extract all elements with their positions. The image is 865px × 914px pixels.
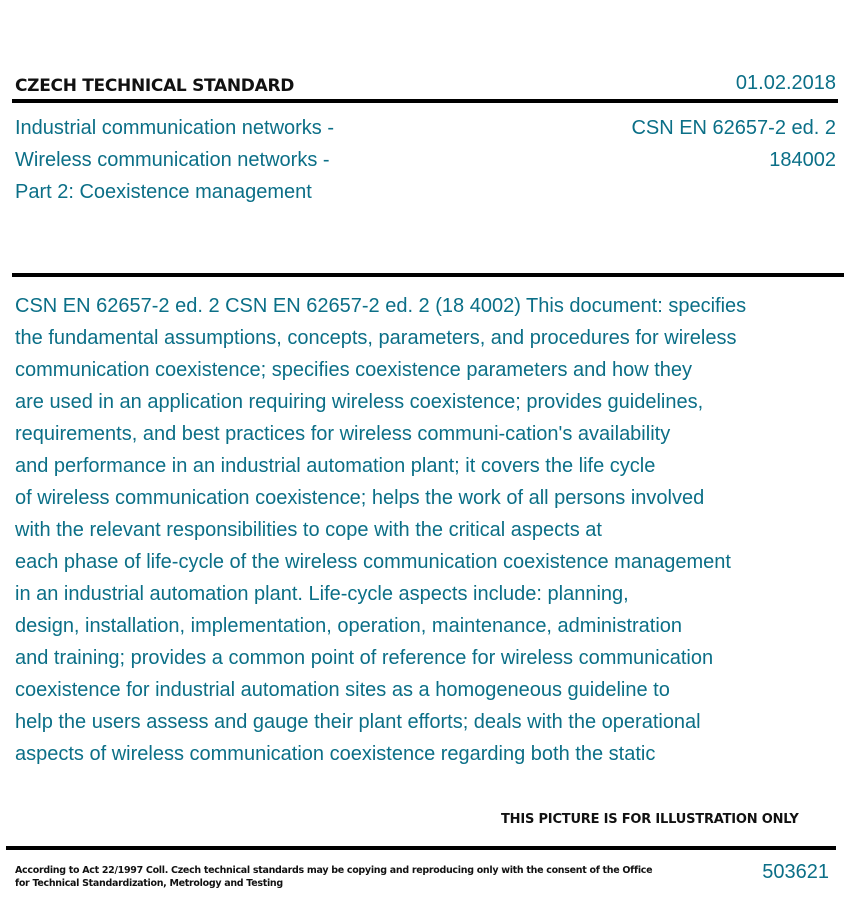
abstract-line: communication coexistence; specifies coexistence parameters and how they xyxy=(15,359,693,381)
abstract-line: CSN EN 62657-2 ed. 2 CSN EN 62657-2 ed. 2 (18 4002) This document: specifies xyxy=(15,295,747,317)
standard-title-line-3: Part 2: Coexistence management xyxy=(15,181,312,203)
abstract-line: are used in an application requiring wireless coexistence; provides guidelines, xyxy=(15,391,704,413)
abstract-line: with the relevant responsibilities to cope with the critical aspects at xyxy=(15,519,602,541)
abstract-line: in an industrial automation plant. Life-cycle aspects include: planning, xyxy=(15,583,629,605)
abstract-line: design, installation, implementation, operation, maintenance, administration xyxy=(15,615,683,637)
standard-title-line-1: Industrial communication networks - xyxy=(15,117,335,139)
header-divider xyxy=(12,99,838,103)
abstract-line: coexistence for industrial automation sites as a homogeneous guideline to xyxy=(15,679,670,701)
standard-code: CSN EN 62657-2 ed. 2 xyxy=(631,117,836,139)
illustration-notice: THIS PICTURE IS FOR ILLUSTRATION ONLY xyxy=(501,812,799,827)
footer-divider xyxy=(6,846,836,850)
abstract-text xyxy=(15,290,835,770)
legal-notice xyxy=(15,864,653,890)
publication-date: 01.02.2018 xyxy=(735,72,836,94)
legal-line: for Technical Standardization, Metrology and Testing xyxy=(15,878,283,889)
standard-title-line-2: Wireless communication networks - xyxy=(15,149,330,171)
document-number: 503621 xyxy=(762,861,829,883)
abstract-line: the fundamental assumptions, concepts, parameters, and procedures for wireless xyxy=(15,327,737,349)
title-divider xyxy=(12,273,844,277)
document-header-title: CZECH TECHNICAL STANDARD xyxy=(15,76,295,96)
abstract-line: help the users assess and gauge their plant efforts; deals with the operational xyxy=(15,711,701,733)
abstract-line: and training; provides a common point of reference for wireless communication xyxy=(15,647,714,669)
abstract-line: each phase of life-cycle of the wireless communication coexistence management xyxy=(15,551,731,573)
standard-class-number: 184002 xyxy=(769,149,836,171)
abstract-line: and performance in an industrial automation plant; it covers the life cycle xyxy=(15,455,656,477)
abstract-line: requirements, and best practices for wireless communi-cation's availability xyxy=(15,423,671,445)
abstract-line: aspects of wireless communication coexistence regarding both the static xyxy=(15,743,656,765)
legal-line: According to Act 22/1997 Coll. Czech technical standards may be copying and reproducing only with the consent of the Office xyxy=(15,865,653,876)
abstract-line: of wireless communication coexistence; helps the work of all persons involved xyxy=(15,487,705,509)
